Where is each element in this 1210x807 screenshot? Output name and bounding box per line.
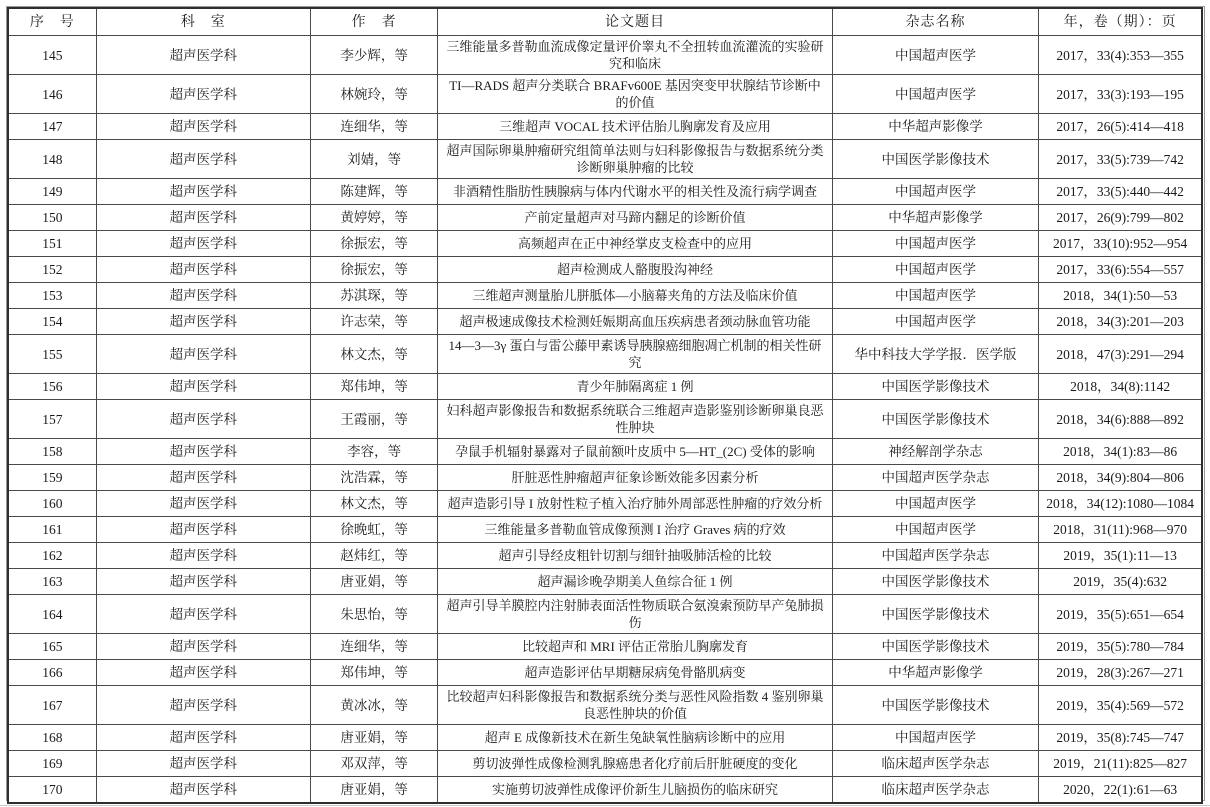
cell-dept: 超声医学科	[96, 374, 310, 400]
cell-dept: 超声医学科	[96, 439, 310, 465]
cell-title: 超声造影评估早期糖尿病兔骨骼肌病变	[438, 660, 833, 686]
cell-year: 2017，33(10):952—954	[1039, 231, 1202, 257]
table-row	[8, 660, 1202, 686]
cell-dept: 超声医学科	[96, 660, 310, 686]
column-header-title: 论文题目	[438, 8, 833, 36]
cell-author: 林文杰，等	[310, 335, 437, 374]
table-row	[8, 543, 1202, 569]
cell-dept: 超声医学科	[96, 75, 310, 114]
table-row	[8, 569, 1202, 595]
cell-year: 2018，47(3):291—294	[1039, 335, 1202, 374]
cell-title: 超声检测成人骼腹股沟神经	[438, 257, 833, 283]
cell-seq: 161	[8, 517, 96, 543]
cell-title: 超声极速成像技术检测妊娠期高血压疾病患者颈动脉血管功能	[438, 309, 833, 335]
cell-dept: 超声医学科	[96, 400, 310, 439]
column-header-year: 年，卷（期）：页	[1039, 8, 1202, 36]
cell-title: 高频超声在正中神经掌皮支检查中的应用	[438, 231, 833, 257]
page-bottom-rule	[0, 805, 1210, 806]
cell-seq: 156	[8, 374, 96, 400]
cell-author: 徐振宏，等	[310, 257, 437, 283]
cell-title: 妇科超声影像报告和数据系统联合三维超声造影鉴别诊断卵巢良恶性肿块	[438, 400, 833, 439]
cell-year: 2018，34(3):201—203	[1039, 309, 1202, 335]
table-body	[8, 36, 1202, 804]
cell-journal: 中国医学影像技术	[832, 686, 1038, 725]
cell-title: 实施剪切波弹性成像评价新生儿脑损伤的临床研究	[438, 777, 833, 804]
cell-dept: 超声医学科	[96, 114, 310, 140]
cell-title: 比较超声妇科影像报告和数据系统分类与恶性风险指数 4 鉴别卵巢良恶性肿块的价值	[438, 686, 833, 725]
cell-year: 2018，34(1):83—86	[1039, 439, 1202, 465]
cell-seq: 150	[8, 205, 96, 231]
cell-title: 超声漏诊晚孕期美人鱼综合征 1 例	[438, 569, 833, 595]
cell-journal: 中华超声影像学	[832, 114, 1038, 140]
cell-journal: 中国超声医学	[832, 725, 1038, 751]
cell-title: 三维能量多普勒血流成像定量评价睾丸不全扭转血流灌流的实验研究和临床	[438, 36, 833, 75]
table-row	[8, 400, 1202, 439]
cell-seq: 158	[8, 439, 96, 465]
cell-year: 2019，28(3):267—271	[1039, 660, 1202, 686]
cell-journal: 中国医学影像技术	[832, 634, 1038, 660]
cell-title: 超声引导羊膜腔内注射肺表面活性物质联合氨溴索预防早产兔肺损伤	[438, 595, 833, 634]
cell-seq: 169	[8, 751, 96, 777]
cell-year: 2017，33(6):554—557	[1039, 257, 1202, 283]
cell-year: 2018，34(1):50—53	[1039, 283, 1202, 309]
cell-seq: 162	[8, 543, 96, 569]
cell-dept: 超声医学科	[96, 257, 310, 283]
cell-year: 2018，34(12):1080—1084	[1039, 491, 1202, 517]
cell-seq: 148	[8, 140, 96, 179]
cell-title: 三维超声测量胎儿胼胝体—小脑幕夹角的方法及临床价值	[438, 283, 833, 309]
cell-title: 超声造影引导 I 放射性粒子植入治疗肺外周部恶性肿瘤的疗效分析	[438, 491, 833, 517]
table-row	[8, 179, 1202, 205]
cell-journal: 中国超声医学	[832, 179, 1038, 205]
cell-author: 徐振宏，等	[310, 231, 437, 257]
cell-dept: 超声医学科	[96, 179, 310, 205]
cell-year: 2019，35(5):780—784	[1039, 634, 1202, 660]
cell-journal: 中国超声医学	[832, 309, 1038, 335]
cell-journal: 中国超声医学杂志	[832, 465, 1038, 491]
table-row	[8, 725, 1202, 751]
table-row	[8, 140, 1202, 179]
cell-author: 黄冰冰，等	[310, 686, 437, 725]
cell-journal: 中国超声医学	[832, 231, 1038, 257]
cell-year: 2017，26(5):414—418	[1039, 114, 1202, 140]
table-header	[8, 8, 1202, 36]
cell-dept: 超声医学科	[96, 36, 310, 75]
cell-title: 肝脏恶性肿瘤超声征象诊断效能多因素分析	[438, 465, 833, 491]
cell-seq: 167	[8, 686, 96, 725]
cell-seq: 154	[8, 309, 96, 335]
cell-year: 2019，21(11):825—827	[1039, 751, 1202, 777]
cell-dept: 超声医学科	[96, 205, 310, 231]
table-row	[8, 465, 1202, 491]
cell-year: 2018，34(9):804—806	[1039, 465, 1202, 491]
cell-author: 郑伟坤，等	[310, 374, 437, 400]
cell-journal: 临床超声医学杂志	[832, 777, 1038, 804]
cell-year: 2019，35(1):11—13	[1039, 543, 1202, 569]
cell-dept: 超声医学科	[96, 595, 310, 634]
cell-dept: 超声医学科	[96, 751, 310, 777]
cell-seq: 146	[8, 75, 96, 114]
cell-seq: 145	[8, 36, 96, 75]
cell-author: 连细华，等	[310, 114, 437, 140]
cell-title: 14—3—3γ 蛋白与雷公藤甲素诱导胰腺癌细胞凋亡机制的相关性研究	[438, 335, 833, 374]
cell-journal: 中国超声医学	[832, 75, 1038, 114]
cell-author: 唐亚娟，等	[310, 777, 437, 804]
column-header-dept: 科 室	[96, 8, 310, 36]
cell-author: 赵炜红，等	[310, 543, 437, 569]
cell-seq: 159	[8, 465, 96, 491]
cell-seq: 152	[8, 257, 96, 283]
table-row	[8, 686, 1202, 725]
cell-journal: 中国医学影像技术	[832, 400, 1038, 439]
column-header-author: 作 者	[310, 8, 437, 36]
table-row	[8, 491, 1202, 517]
table-row	[8, 777, 1202, 804]
cell-year: 2017，33(3):193—195	[1039, 75, 1202, 114]
cell-seq: 168	[8, 725, 96, 751]
cell-year: 2018，34(8):1142	[1039, 374, 1202, 400]
cell-journal: 中国超声医学	[832, 36, 1038, 75]
cell-title: 超声国际卵巢肿瘤研究组简单法则与妇科影像报告与数据系统分类诊断卵巢肿瘤的比较	[438, 140, 833, 179]
cell-year: 2019，35(8):745—747	[1039, 725, 1202, 751]
cell-dept: 超声医学科	[96, 543, 310, 569]
cell-author: 沈浩霖，等	[310, 465, 437, 491]
cell-year: 2017，33(5):440—442	[1039, 179, 1202, 205]
table-row	[8, 114, 1202, 140]
cell-year: 2017，33(4):353—355	[1039, 36, 1202, 75]
cell-dept: 超声医学科	[96, 283, 310, 309]
cell-author: 黄婷婷，等	[310, 205, 437, 231]
cell-dept: 超声医学科	[96, 231, 310, 257]
cell-dept: 超声医学科	[96, 335, 310, 374]
cell-author: 林婉玲，等	[310, 75, 437, 114]
cell-journal: 中国超声医学	[832, 491, 1038, 517]
cell-author: 连细华，等	[310, 634, 437, 660]
cell-journal: 中国超声医学	[832, 283, 1038, 309]
cell-journal: 中国医学影像技术	[832, 374, 1038, 400]
cell-journal: 中国超声医学	[832, 517, 1038, 543]
table-row	[8, 257, 1202, 283]
table-row	[8, 309, 1202, 335]
cell-title: 孕鼠手机辐射暴露对子鼠前额叶皮质中 5—HT_(2C) 受体的影响	[438, 439, 833, 465]
cell-journal: 中国医学影像技术	[832, 595, 1038, 634]
cell-author: 林文杰，等	[310, 491, 437, 517]
cell-seq: 147	[8, 114, 96, 140]
cell-dept: 超声医学科	[96, 465, 310, 491]
cell-author: 李少辉，等	[310, 36, 437, 75]
cell-year: 2017，33(5):739—742	[1039, 140, 1202, 179]
cell-year: 2018，31(11):968—970	[1039, 517, 1202, 543]
cell-author: 王霞丽，等	[310, 400, 437, 439]
table-row	[8, 439, 1202, 465]
publications-table	[7, 7, 1203, 804]
cell-seq: 164	[8, 595, 96, 634]
table-row	[8, 751, 1202, 777]
cell-year: 2017，26(9):799—802	[1039, 205, 1202, 231]
cell-author: 徐晚虹，等	[310, 517, 437, 543]
cell-year: 2019，35(4):632	[1039, 569, 1202, 595]
cell-seq: 149	[8, 179, 96, 205]
cell-seq: 163	[8, 569, 96, 595]
cell-year: 2019，35(5):651—654	[1039, 595, 1202, 634]
cell-author: 李容，等	[310, 439, 437, 465]
cell-seq: 166	[8, 660, 96, 686]
cell-author: 朱思怡，等	[310, 595, 437, 634]
cell-title: 青少年肺隔离症 1 例	[438, 374, 833, 400]
cell-author: 苏淇琛，等	[310, 283, 437, 309]
table-row	[8, 75, 1202, 114]
cell-year: 2019，35(4):569—572	[1039, 686, 1202, 725]
cell-title: 超声 E 成像新技术在新生兔缺氧性脑病诊断中的应用	[438, 725, 833, 751]
cell-journal: 中华超声影像学	[832, 660, 1038, 686]
cell-dept: 超声医学科	[96, 517, 310, 543]
cell-title: 超声引导经皮粗针切割与细针抽吸肺活检的比较	[438, 543, 833, 569]
table-row	[8, 374, 1202, 400]
column-header-journal: 杂志名称	[832, 8, 1038, 36]
cell-title: 三维能量多普勒血管成像预测 I 治疗 Graves 病的疗效	[438, 517, 833, 543]
cell-year: 2018，34(6):888—892	[1039, 400, 1202, 439]
table-row	[8, 634, 1202, 660]
cell-seq: 153	[8, 283, 96, 309]
cell-author: 唐亚娟，等	[310, 569, 437, 595]
cell-title: 非酒精性脂肪性胰腺病与体内代谢水平的相关性及流行病学调查	[438, 179, 833, 205]
cell-dept: 超声医学科	[96, 569, 310, 595]
table-row	[8, 36, 1202, 75]
cell-journal: 临床超声医学杂志	[832, 751, 1038, 777]
cell-author: 刘婧，等	[310, 140, 437, 179]
cell-dept: 超声医学科	[96, 686, 310, 725]
column-header-seq: 序 号	[8, 8, 96, 36]
cell-seq: 157	[8, 400, 96, 439]
table-row	[8, 283, 1202, 309]
table-row	[8, 517, 1202, 543]
table-row	[8, 335, 1202, 374]
cell-seq: 155	[8, 335, 96, 374]
cell-dept: 超声医学科	[96, 634, 310, 660]
cell-title: TI—RADS 超声分类联合 BRAFv600E 基因突变甲状腺结节诊断中的价值	[438, 75, 833, 114]
cell-dept: 超声医学科	[96, 777, 310, 804]
cell-journal: 中国医学影像技术	[832, 569, 1038, 595]
cell-author: 郑伟坤，等	[310, 660, 437, 686]
table-row	[8, 231, 1202, 257]
cell-journal: 华中科技大学学报．医学版	[832, 335, 1038, 374]
cell-seq: 151	[8, 231, 96, 257]
header-row	[8, 8, 1202, 36]
cell-journal: 中国超声医学杂志	[832, 543, 1038, 569]
cell-title: 剪切波弹性成像检测乳腺癌患者化疗前后肝脏硬度的变化	[438, 751, 833, 777]
cell-seq: 160	[8, 491, 96, 517]
cell-journal: 中国超声医学	[832, 257, 1038, 283]
table-row	[8, 205, 1202, 231]
cell-dept: 超声医学科	[96, 725, 310, 751]
cell-journal: 中国医学影像技术	[832, 140, 1038, 179]
cell-author: 邓双萍，等	[310, 751, 437, 777]
cell-journal: 中华超声影像学	[832, 205, 1038, 231]
cell-dept: 超声医学科	[96, 491, 310, 517]
cell-title: 产前定量超声对马蹄内翻足的诊断价值	[438, 205, 833, 231]
cell-author: 陈建辉，等	[310, 179, 437, 205]
cell-year: 2020，22(1):61—63	[1039, 777, 1202, 804]
cell-author: 唐亚娟，等	[310, 725, 437, 751]
cell-seq: 165	[8, 634, 96, 660]
cell-dept: 超声医学科	[96, 140, 310, 179]
table-row	[8, 595, 1202, 634]
cell-journal: 神经解剖学杂志	[832, 439, 1038, 465]
cell-dept: 超声医学科	[96, 309, 310, 335]
cell-title: 三维超声 VOCAL 技术评估胎儿胸廓发育及应用	[438, 114, 833, 140]
cell-author: 许志荣，等	[310, 309, 437, 335]
cell-title: 比较超声和 MRI 评估正常胎儿胸廓发育	[438, 634, 833, 660]
cell-seq: 170	[8, 777, 96, 804]
